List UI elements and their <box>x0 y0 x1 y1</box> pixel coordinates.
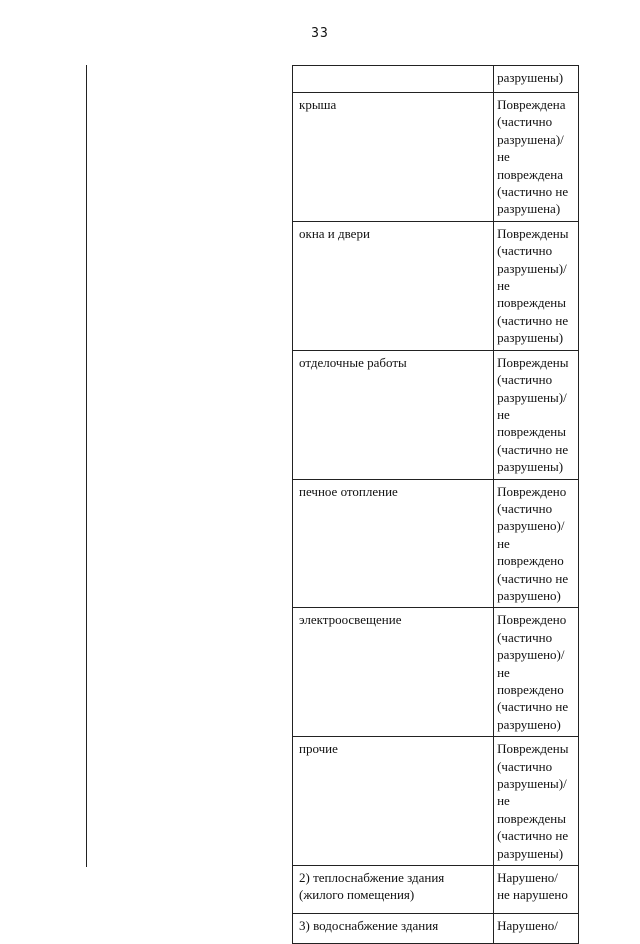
status-cell: Повреждены (частично разрушены)/ не повреждены (частично не разрушены) <box>494 221 579 350</box>
status-cell: Повреждены (частично разрушены)/ не повреждены (частично не разрушены) <box>494 350 579 479</box>
element-cell: крыша <box>293 93 494 222</box>
table-row <box>293 93 579 222</box>
element-cell: окна и двери <box>293 221 494 350</box>
status-cell: Повреждено (частично разрушено)/ не повреждено (частично не разрушено) <box>494 479 579 608</box>
page-number: 33 <box>311 26 329 41</box>
table-row <box>293 866 579 914</box>
element-cell: электроосвещение <box>293 608 494 737</box>
status-cell: Повреждена (частично разрушена)/ не повреждена (частично не разрушена) <box>494 93 579 222</box>
table-row <box>293 66 579 93</box>
element-cell: 2) теплоснабжение здания (жилого помещения) <box>293 866 494 914</box>
table-row <box>293 221 579 350</box>
left-margin-rule <box>86 65 87 867</box>
table-row <box>293 479 579 608</box>
status-cell: Нарушено/ <box>494 914 579 944</box>
element-cell: 3) водоснабжение здания <box>293 914 494 944</box>
element-cell <box>293 66 494 93</box>
status-cell: разрушены) <box>494 66 579 93</box>
table-row <box>293 914 579 944</box>
element-cell: отделочные работы <box>293 350 494 479</box>
damage-assessment-table <box>292 65 579 944</box>
status-cell: Повреждены (частично разрушены)/ не повреждены (частично не разрушены) <box>494 737 579 866</box>
element-cell: прочие <box>293 737 494 866</box>
table-row <box>293 737 579 866</box>
table-row <box>293 350 579 479</box>
table-row <box>293 608 579 737</box>
status-cell: Нарушено/ не нарушено <box>494 866 579 914</box>
status-cell: Повреждено (частично разрушено)/ не повреждено (частично не разрушено) <box>494 608 579 737</box>
element-cell: печное отопление <box>293 479 494 608</box>
